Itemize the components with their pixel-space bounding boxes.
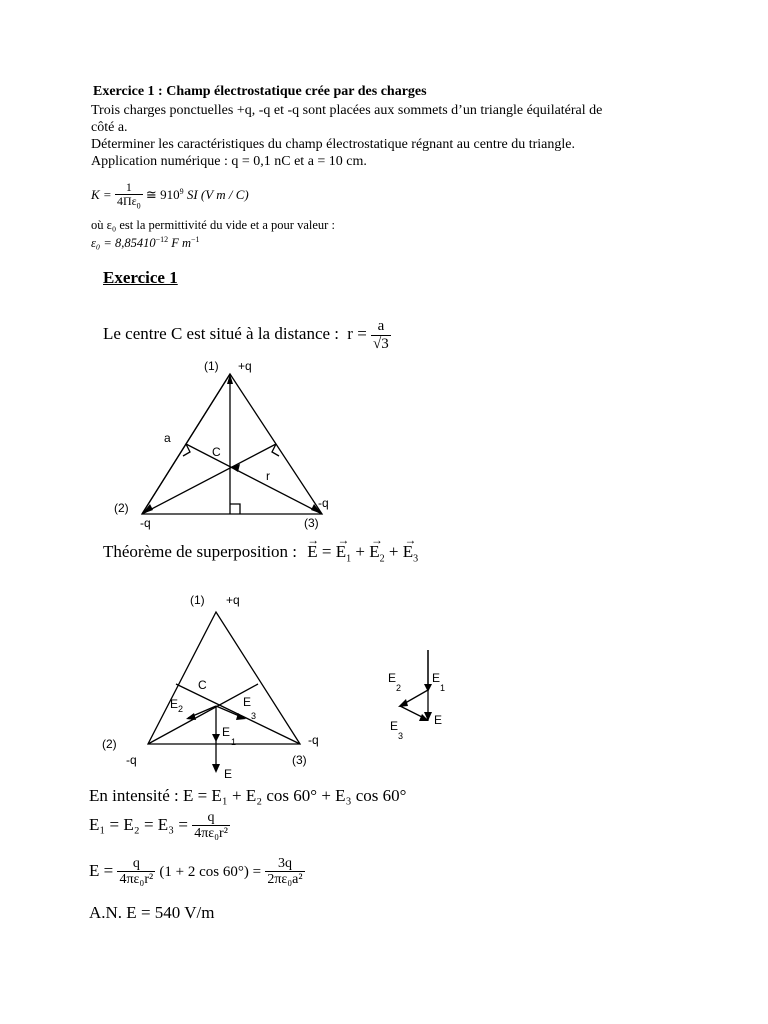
solution-heading: Exercice 1 (103, 268, 178, 287)
arrow-vertex-1 (227, 374, 233, 384)
vsum-E: E (434, 713, 443, 727)
median-3 (186, 444, 322, 514)
fig2-label-1: (1) (190, 593, 205, 607)
statement-line-3: Déterminer les caractéristiques du champ électrostatique régnant au centre du triangle. (91, 137, 575, 152)
fig2-label-q3: -q (308, 733, 319, 747)
fig2-E2: E (170, 697, 179, 711)
exercise-title: Exercice 1 : Champ électrostatique crée par des charges (93, 84, 427, 99)
field-equation: E = $\frac{q}{\text{4πε₀r²}}$ (1 + 2 cos 60°) = $\frac{3q}{\text{2πε₀a²}}$ (89, 856, 303, 888)
vsum-E3: E (390, 719, 399, 733)
fig2-E2-sub: 2 (178, 704, 184, 714)
fig2-E1-sub: 1 (231, 737, 237, 747)
fig2-E: E (224, 767, 233, 781)
fig2-label-3: (3) (292, 753, 307, 767)
intensity-line: En intensité : E = E₁ + E₂ cos 60° + E₃ cos 60° (89, 786, 407, 805)
fig1-label-1: (1) (204, 359, 219, 373)
statement-line-1: Trois charges ponctuelles +q, -q et -q sont placées aux sommets d’un triangle équilatéral de (91, 103, 603, 118)
triangle-figure-1 (100, 352, 360, 532)
epsilon-value: $\varepsilon_0 = 8,85410^{-12}$ F $m^{-1}$ (91, 235, 200, 251)
statement-line-4: Application numérique : q = 0,1 nC et a = 10 cm. (91, 154, 367, 169)
fig1-label-r: r (266, 469, 270, 483)
center-distance-line: Le centre C est situé à la distance : r = $\frac{a}{√3}$ (103, 318, 389, 352)
fig2-E2-arrow (186, 713, 196, 720)
equal-fields-equation: E₁ = E₂ = E₃ = $\frac{q}{\text{4πε₀r²}}$ (89, 810, 228, 842)
vsum-E1: E (432, 671, 441, 685)
median-2 (142, 444, 276, 514)
vsum-E3-sub: 3 (398, 731, 404, 741)
fig1-label-q2: -q (140, 516, 151, 530)
fig2-label-2: (2) (102, 737, 117, 751)
vsum-E1-arrow (424, 684, 432, 692)
fig2-E-arrow (212, 764, 220, 773)
fig2-E1: E (222, 725, 231, 739)
fig1-label-q3: -q (318, 496, 329, 510)
fig1-label-2: (2) (114, 501, 129, 515)
vector-sum-figure (382, 648, 462, 748)
fig2-label-C: C (198, 678, 207, 692)
right-angle-mark-1 (230, 504, 240, 514)
triangle-figure-2 (98, 588, 338, 788)
fig1-label-a: a (164, 431, 171, 445)
fig2-E3-sub: 3 (251, 711, 257, 721)
vsum-E1-sub: 1 (440, 683, 446, 693)
k-formula: K = $\frac{1}{4\Pi\varepsilon_0}$ ≅ $910^9$ SI (V m / C) (91, 180, 249, 211)
vsum-E2-arrow (398, 699, 408, 707)
vsum-E2-sub: 2 (396, 683, 402, 693)
statement-line-2: côté a. (91, 120, 128, 135)
fig1-label-C: C (212, 445, 221, 459)
fig2-E1-arrow (212, 734, 220, 742)
vsum-E2: E (388, 671, 397, 685)
fig2-E3: E (243, 695, 252, 709)
fig2-median-2 (148, 684, 258, 744)
epsilon-description: où ε₀ est la permittivité du vide et a pour valeur : (91, 218, 335, 232)
superposition-line: Théorème de superposition : → E = → $E_1$ + → $E_2$ + → $E_3$ (103, 542, 418, 564)
fig2-label-q1: +q (226, 593, 240, 607)
numerical-result: A.N. E = 540 V/m (89, 903, 215, 922)
fig2-label-q2: -q (126, 753, 137, 767)
fig1-label-3: (3) (304, 516, 319, 530)
fig1-label-q1: +q (238, 359, 252, 373)
